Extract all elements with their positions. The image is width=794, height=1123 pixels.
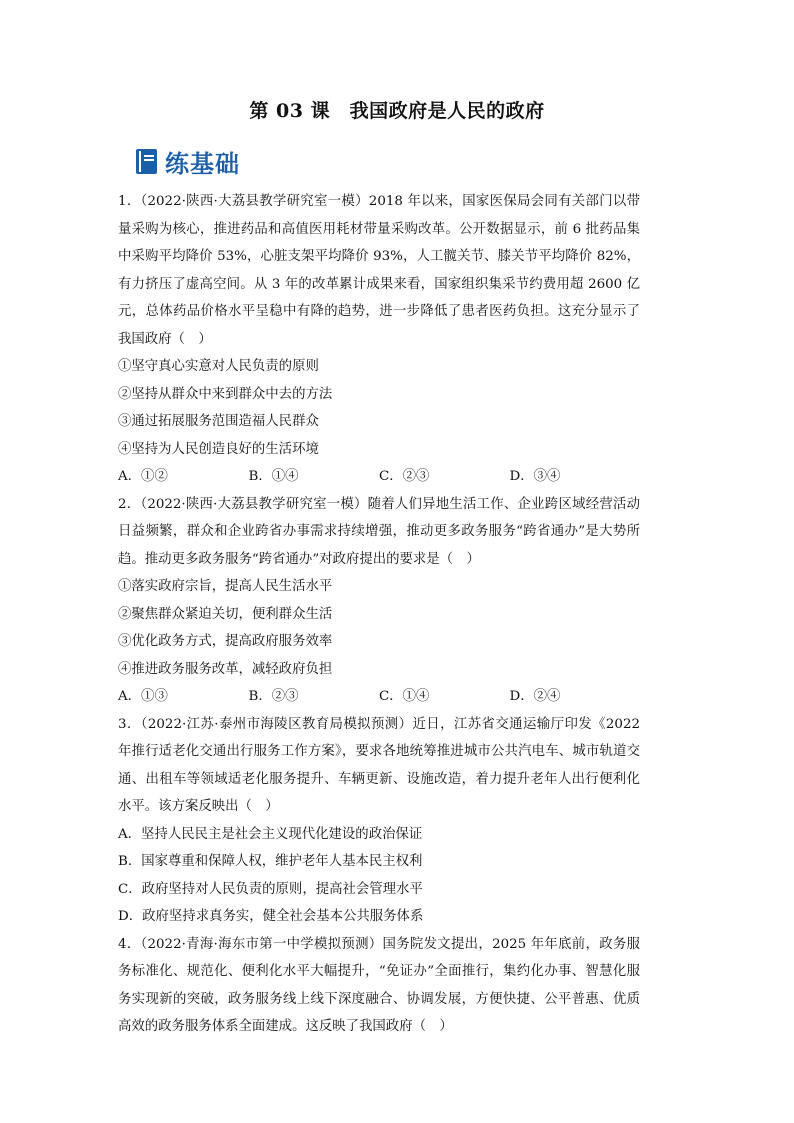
choice-d[interactable]: D．③④ [509, 469, 561, 484]
statement-item: ②聚焦群众紧迫关切，便利群众生活 [118, 606, 333, 622]
question-4 [118, 931, 640, 1041]
choice-a[interactable]: A．①③ [118, 689, 168, 704]
answer-choices [118, 463, 640, 491]
choice-b[interactable]: B．国家尊重和保障人权，维护老年人基本民主权利 [118, 854, 423, 869]
choice-d[interactable]: D．②④ [509, 689, 561, 704]
choice-b[interactable]: B．②③ [248, 689, 299, 704]
choice-c[interactable]: C．①④ [379, 689, 430, 704]
statement-item: ④推进政务服务改革，减轻政府负担 [118, 661, 333, 677]
question-list [118, 188, 640, 1041]
choice-d[interactable]: D．政府坚持求真务实，健全社会基本公共服务体系 [118, 909, 424, 924]
choice-a[interactable]: A．①② [118, 469, 168, 484]
question-3 [118, 711, 640, 931]
section-header [135, 144, 240, 178]
choice-c[interactable]: C．政府坚持对人民负责的原则，提高社会管理水平 [118, 881, 423, 897]
answer-choices [118, 683, 640, 711]
choice-a[interactable]: A．坚持人民民主是社会主义现代化建设的政治保证 [118, 826, 423, 842]
question-2 [118, 491, 640, 711]
page-title: 第 03 课 我国政府是人民的政府 [249, 100, 545, 122]
question-1 [118, 188, 640, 491]
question-stem: 3．（2022·江苏·泰州市海陵区教育局模拟预测）近日，江苏省交通运输厅印发《2022 年推行适老化交通出行服务工作方案》，要求各地统筹推进城市公共汽电车、城市轨道交通、出租车等领域适老化服务提升、车辆更新、设施改造，着力提升老年人出行便利化水平。该方案反映出（ ） [118, 716, 640, 814]
book-icon [135, 148, 159, 175]
statement-item: ③优化政务方式，提高政府服务效率 [118, 634, 333, 649]
question-stem: 4．（2022·青海·海东市第一中学模拟预测）国务院发文提出，2025 年年底前，政务服务标准化、规范化、便利化水平大幅提升，“免证办”全面推行，集约化办事、智慧化服务实现新的突破，政务服务线上线下深度融合、协调发展，方便快捷、公平普惠、优质高效的政务服务体系全面建成。这反映了我国政府（ ） [118, 936, 640, 1034]
statement-item: ③通过拓展服务范围造福人民群众 [118, 414, 319, 429]
statement-item: ②坚持从群众中来到群众中去的方法 [118, 386, 333, 402]
question-stem: 1．（2022·陕西·大荔县教学研究室一模）2018 年以来，国家医保局会同有关部门以带量采购为核心，推进药品和高值医用耗材带量采购改革。公开数据显示，前 6 批药品集中采购平均降价 53%，心脏支架平均降价 93%，人工髋关节、膝关节平均降价 82%，有力挤压了虚高空间。从 3 年的改革累计成果来看，国家组织集采节约费用超 2600 亿元，总体药品价格水平呈稳中有降的趋势，进一步降低了患者医药负担。这充分显示了我国政府（ ） [118, 194, 640, 347]
statement-item: ①坚守真心实意对人民负责的原则 [118, 359, 319, 374]
choice-c[interactable]: C．②③ [379, 469, 430, 484]
question-stem: 2．（2022·陕西·大荔县教学研究室一模）随着人们异地生活工作、企业跨区域经营活动日益频繁，群众和企业跨省办事需求持续增强，推动更多政务服务“跨省通办”是大势所趋。推动更多政务服务“跨省通办”对政府提出的要求是（ ） [118, 496, 640, 567]
choice-b[interactable]: B．①④ [248, 469, 299, 484]
statement-item: ①落实政府宗旨，提高人民生活水平 [118, 579, 333, 594]
statement-item: ④坚持为人民创造良好的生活环境 [118, 441, 319, 457]
section-label: 练基础 [165, 149, 240, 178]
